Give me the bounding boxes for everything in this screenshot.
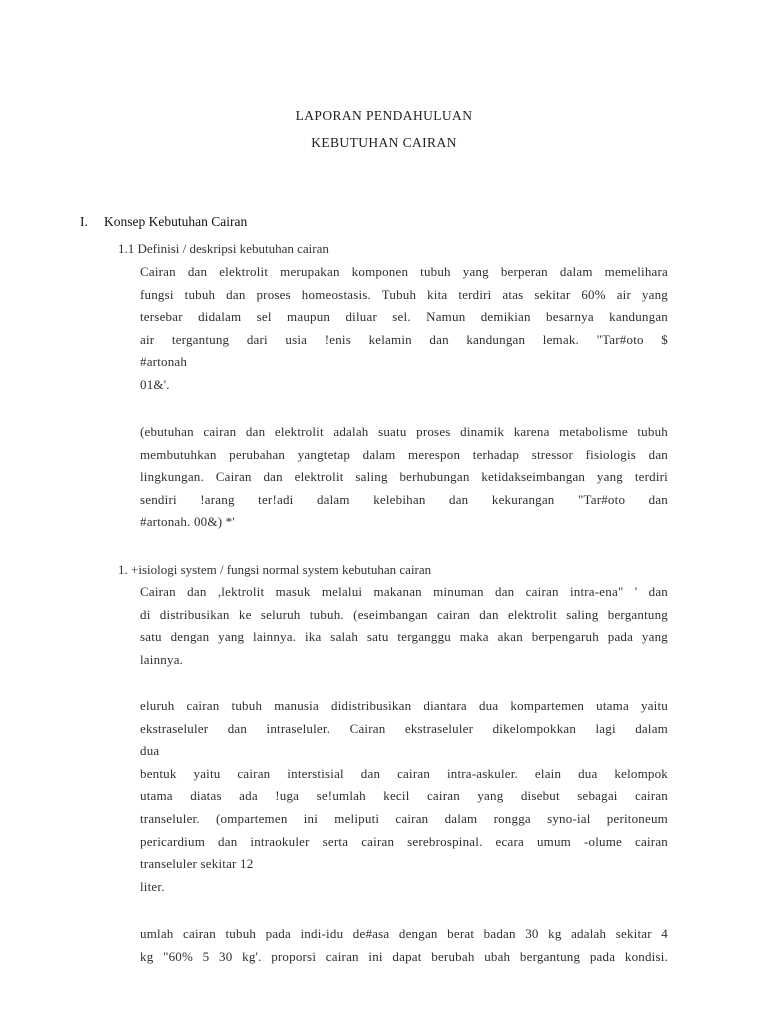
paragraph-line: ekstraseluler dan intraseluler. Cairan ekstraseluler dikelompokkan lagi dalam <box>140 720 668 736</box>
paragraph-line: umlah cairan tubuh pada indi-idu de#asa dengan berat badan 30 kg adalah sekitar 4 <box>140 926 668 941</box>
paragraph-line: bentuk yaitu cairan interstisial dan cairan intra-askuler. elain dua kelompok <box>140 765 668 781</box>
paragraph-line: sendiri !arang ter!adi dalam kelebihan dan kekurangan "Tar#oto dan <box>140 491 668 507</box>
paragraph-line: transeluler sekitar 12 <box>140 856 254 872</box>
paragraph-line: utama diatas ada !uga se!umlah kecil cairan yang disebut sebagai cairan <box>140 788 668 804</box>
subsection-heading-1-1: 1.1 Definisi / deskripsi kebutuhan cairan <box>118 241 329 256</box>
document-title-line-1: LAPORAN PENDAHULUAN <box>295 108 473 123</box>
paragraph-line: satu dengan yang lainnya. ika salah satu terganggu maka akan berpengaruh pada yang <box>140 629 668 645</box>
paragraph-line: Cairan dan elektrolit merupakan komponen tubuh yang berperan dalam memelihara <box>140 264 668 279</box>
paragraph-definition-2 <box>140 421 668 534</box>
paragraph-line: tersebar didalam sel maupun diluar sel. Namun demikian besarnya kandungan <box>140 309 668 325</box>
section-heading <box>80 214 247 230</box>
section-number: I. <box>80 214 88 229</box>
paragraph-line: air tergantung dari usia !enis kelamin dan kandungan lemak. "Tar#oto $ <box>140 331 668 347</box>
paragraph-line: transeluler. (ompartemen ini meliputi cairan dalam rongga syno-ial peritoneum <box>140 810 668 826</box>
paragraph-line: #artonah. 00&) *' <box>140 514 235 530</box>
paragraph-definition-1 <box>140 261 668 397</box>
paragraph-line: pericardium dan intraokuler serta cairan serebrospinal. ecara umum -olume cairan <box>140 833 668 849</box>
section-title: Konsep Kebutuhan Cairan <box>104 214 248 229</box>
paragraph-line: (ebutuhan cairan dan elektrolit adalah suatu proses dinamik karena metabolisme tubuh <box>140 424 668 439</box>
paragraph-line: #artonah <box>140 354 188 370</box>
paragraph-line: eluruh cairan tubuh manusia didistribusikan diantara dua kompartemen utama yaitu <box>140 698 668 713</box>
document-title-line-2: KEBUTUHAN CAIRAN <box>311 135 457 150</box>
paragraph-line: lingkungan. Cairan dan elektrolit saling berhubungan ketidakseimbangan yang terdiri <box>140 469 668 485</box>
paragraph-line: lainnya. <box>140 651 184 667</box>
paragraph-line: liter. <box>140 878 165 894</box>
paragraph-line: dua <box>140 743 160 759</box>
paragraph-line: membutuhkan perubahan yangtetap dalam merespon terhadap stressor fisiologis dan <box>140 446 668 462</box>
paragraph-physiology-3 <box>140 923 668 968</box>
paragraph-line: 01&'. <box>140 376 170 392</box>
paragraph-line: kg "60% 5 30 kg'. proporsi cairan ini dapat berubah ubah bergantung pada kondisi. <box>140 948 668 964</box>
paragraph-line: fungsi tubuh dan proses homeostasis. Tubuh kita terdiri atas sekitar 60% air yang <box>140 286 668 302</box>
paragraph-physiology-2 <box>140 695 668 898</box>
paragraph-physiology-1 <box>140 581 668 671</box>
paragraph-line: di distribusikan ke seluruh tubuh. (eseimbangan cairan dan elektrolit saling bergantung <box>140 606 668 622</box>
paragraph-line: Cairan dan ,lektrolit masuk melalui makanan minuman dan cairan intra-ena" ' dan <box>140 584 668 599</box>
subsection-heading-1-2: 1. +isiologi system / fungsi normal system kebutuhan cairan <box>118 562 432 577</box>
